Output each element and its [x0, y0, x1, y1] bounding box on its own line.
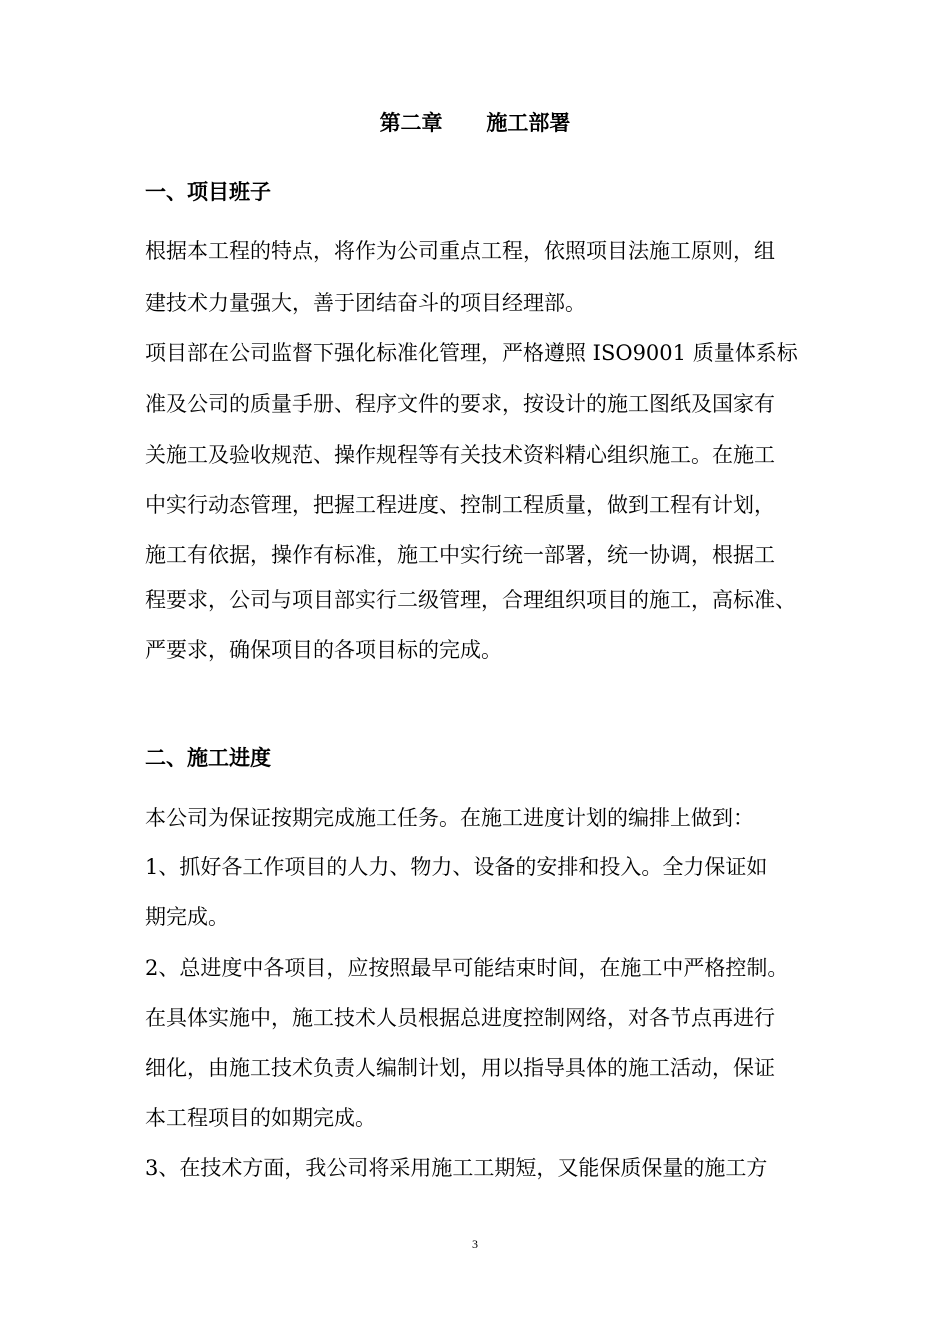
- paragraph-line: 中实行动态管理，把握工程进度、控制工程质量，做到工程有计划，: [145, 493, 775, 517]
- paragraph-line: 1、抓好各工作项目的人力、物力、设备的安排和投入。全力保证如: [145, 855, 768, 879]
- paragraph-line: 建技术力量强大，善于团结奋斗的项目经理部。: [145, 291, 586, 315]
- paragraph-line: 细化，由施工技术负责人编制计划，用以指导具体的施工活动，保证: [145, 1056, 775, 1080]
- paragraph-line: 项目部在公司监督下强化标准化管理，严格遵照 ISO9001 质量体系标: [145, 341, 798, 365]
- chapter-title: 第二章 施工部署: [379, 110, 571, 135]
- paragraph-line: 2、总进度中各项目，应按照最早可能结束时间，在施工中严格控制。: [145, 956, 789, 980]
- paragraph-line: 根据本工程的特点，将作为公司重点工程，依照项目法施工原则，组: [145, 239, 775, 263]
- paragraph-line: 施工有依据，操作有标准，施工中实行统一部署，统一协调，根据工: [145, 543, 775, 567]
- paragraph-line: 期完成。: [145, 905, 229, 929]
- page-number: 3: [472, 1237, 478, 1251]
- paragraph-line: 本工程项目的如期完成。: [145, 1106, 376, 1130]
- paragraph-line: 程要求，公司与项目部实行二级管理，合理组织项目的施工，高标准、: [145, 588, 796, 612]
- paragraph-line: 本公司为保证按期完成施工任务。在施工进度计划的编排上做到：: [145, 806, 754, 830]
- paragraph-line: 严要求，确保项目的各项目标的完成。: [145, 638, 502, 662]
- section-heading-project-team: 一、项目班子: [145, 179, 271, 204]
- paragraph-line: 关施工及验收规范、操作规程等有关技术资料精心组织施工。在施工: [145, 443, 775, 467]
- section-heading-construction-schedule: 二、施工进度: [145, 745, 271, 770]
- paragraph-line: 在具体实施中，施工技术人员根据总进度控制网络，对各节点再进行: [145, 1006, 775, 1030]
- paragraph-line: 准及公司的质量手册、程序文件的要求，按设计的施工图纸及国家有: [145, 392, 775, 416]
- paragraph-line: 3、在技术方面，我公司将采用施工工期短，又能保质保量的施工方: [145, 1156, 768, 1180]
